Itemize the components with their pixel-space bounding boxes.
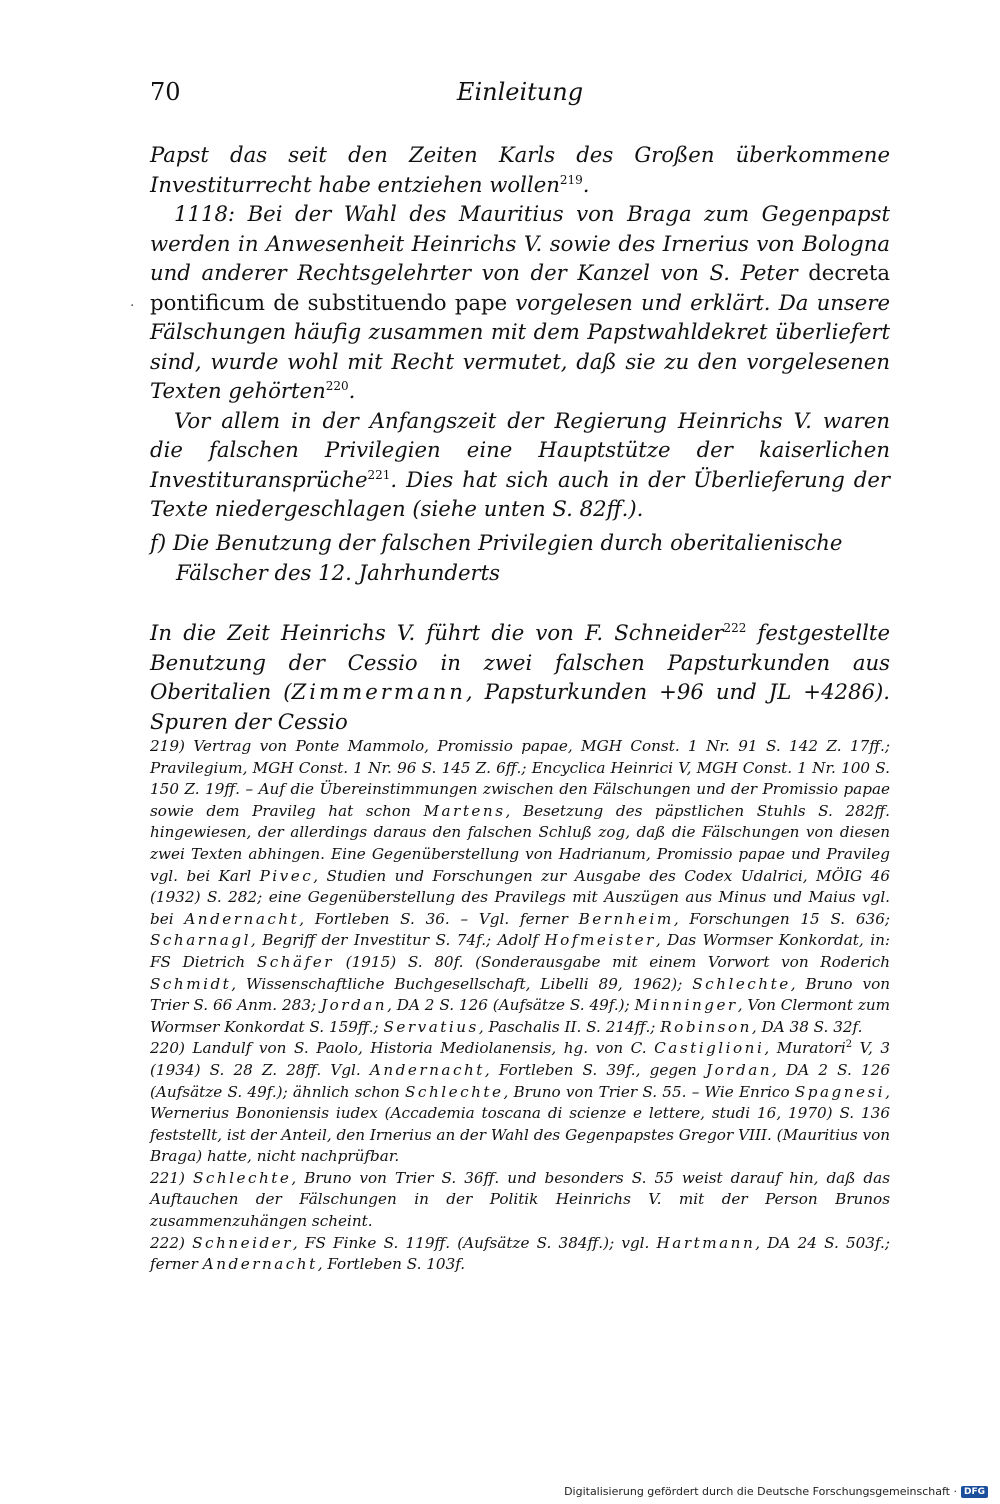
footnote-text: , Muratori — [764, 1039, 846, 1058]
footnote-text: , Besetzung des päpstlichen Stuhls S. 282ff. hingewiesen, der allerdings daraus den falschen Schluß zog, daß die Fälschungen von diesen zwei Texten abhingen. Eine Gegenüberstellung von Hadrianum, Promissio papae und Pravileg vgl. bei Karl — [150, 801, 890, 885]
credit-text: Digitalisierung gefördert durch die Deutsche Forschungsgemeinschaft · — [564, 1485, 957, 1498]
footnote-ref-222[interactable]: 222 — [723, 620, 747, 635]
paragraph-1: Papst das seit den Zeiten Karls des Großen überkommene Investiturrecht habe entziehen wollen$^{219}$. — [150, 142, 890, 197]
paragraph-2: 1118: Bei der Wahl des Mauritius von Braga zum Gegenpapst werden in Anwesenheit Heinrichs V. sowie des Irnerius von Bologna und anderer Rechtsgelehrter von der Kanzel von S. Peter decreta pontificum de substituendo pape vorgelesen und erklärt. Da unsere Fälschungen häufig zusammen mit dem Papstwahldekret überliefert sind, wurde wohl mit Recht vermutet, daß sie zu den vorgelesenen Texten gehörten$^{220}$. — [150, 201, 890, 403]
author-name: Hartmann — [656, 1233, 756, 1252]
footnote-222 — [150, 1233, 890, 1276]
footnote-text: , Wissenschaftliche Buchgesellschaft, Libelli 89, 1962); — [231, 974, 693, 993]
running-head: Einleitung — [456, 78, 584, 106]
section-body — [150, 618, 890, 736]
footnote-text: , Bruno von Trier S. 55. – Wie Enrico — [503, 1082, 795, 1101]
author-name: Andernacht — [202, 1255, 318, 1274]
footnotes — [150, 736, 890, 1276]
footnote-text: , Bruno von Trier S. 66 Anm. 283; — [150, 974, 890, 1015]
author-name: Schlechte — [405, 1082, 504, 1101]
author-name: Hofmeister — [544, 931, 656, 950]
author-name: Spagnesi — [794, 1082, 886, 1101]
author-name: Pivec — [259, 866, 314, 885]
author-name: Zimmermann — [291, 679, 466, 704]
footnote-text: 219) Vertrag von Ponte Mammolo, Promissio papae, MGH Const. 1 Nr. 91 S. 142 Z. 17ff.; Pravilegium, MGH Const. 1 Nr. 96 S. 145 Z. 6ff.; Encyclica Heinrici V, MGH Const. 1 Nr. 100 S. 150 Z. 19ff. – Auf die Übereinstimmungen zwischen den Fälschungen und der Promissio papae sowie dem Pravileg hat schon — [150, 737, 890, 820]
footnote-text: , Studien und Forschungen zur Ausgabe des Codex Udalrici, MÖIG 46 (1932) S. 282; eine Gegenüberstellung des Pravilegs mit Auszügen aus Minus und Maius vgl. bei — [150, 866, 890, 928]
footnote-text: , DA 2 S. 126 (Aufsätze S. 49f.); — [387, 996, 635, 1015]
footnote-ref-221[interactable]: 221 — [367, 467, 391, 482]
author-name: Schneider — [192, 1233, 293, 1252]
body-text — [150, 140, 890, 524]
footnote-text: , Begriff der Investitur S. 74f.; Adolf — [250, 931, 545, 950]
footnote-text: , Fortleben S. 39f., gegen — [484, 1060, 706, 1079]
margin-mark: · — [130, 298, 135, 314]
footnote-text: , Wernerius Bononiensis iudex (Accademia toscana di scienze e lettere, studi 16, 1970) S. 136 feststellt, ist der Anteil, den Irnerius an der Wahl des Gegenpapstes Gregor VIII. (Mauritius von Braga) hatte, nicht nachprüfbar. — [150, 1082, 890, 1166]
author-name: Castiglioni — [654, 1039, 765, 1058]
footnote-ref-219[interactable]: 219 — [559, 172, 583, 187]
section-heading: f) Die Benutzung der falschen Privilegien durch oberitalienische Fälscher des 12. Jahrhunderts — [150, 530, 843, 585]
footnote-219 — [150, 736, 890, 1038]
footnote-text: , Paschalis II. S. 214ff.; — [478, 1017, 661, 1036]
author-name: Jordan — [705, 1060, 773, 1079]
author-name: Jordan — [321, 996, 388, 1015]
footnote-text: , DA 38 S. 32f. — [751, 1017, 863, 1036]
dfg-logo-icon: DFG — [961, 1486, 988, 1498]
author-name: Robinson — [660, 1017, 752, 1036]
footnote-text: (1915) S. 80f. (Sonderausgabe mit einem Vorwort von Roderich — [333, 952, 890, 971]
footnote-text: , Bruno von Trier S. 36ff. und besonders S. 55 weist darauf hin, daß das Auftauchen der Fälschungen in der Politik Heinrichs V. mit der Person Brunos zusammenzuhängen scheint. — [150, 1168, 890, 1231]
author-name: Schmidt — [150, 974, 232, 993]
author-name: Martens — [423, 801, 506, 820]
latin-quote: decreta pontificum de substituendo pape — [150, 260, 890, 315]
footnote-text: 222) — [150, 1233, 193, 1252]
author-name: Andernacht — [184, 909, 300, 928]
footnote-220 — [150, 1038, 890, 1168]
paragraph-3: Vor allem in der Anfangszeit der Regierung Heinrichs V. waren die falschen Privilegien eine Hauptstütze der kaiserlichen Investituransprüche$^{221}$. Dies hat sich auch in der Überlieferung der Texte niedergeschlagen (siehe unten S. 82ff.). — [150, 407, 890, 521]
author-name: Andernacht — [369, 1060, 485, 1079]
footnote-text: 221) — [150, 1168, 193, 1187]
footnote-text: , Fortleben S. 103f. — [317, 1255, 466, 1274]
author-name: Scharnagl — [150, 931, 251, 950]
footnote-text: 2 — [845, 1039, 853, 1051]
paragraph-4: In die Zeit Heinrichs V. führt die von F. Schneider$^{222}$ festgestellte Benutzung der Cessio in zwei falschen Papsturkunden aus Oberitalien (Zimmermann, Papsturkunden +96 und JL +4286). Spuren der Cessio — [150, 620, 890, 734]
page-header — [150, 78, 890, 118]
footnote-221 — [150, 1168, 890, 1233]
footnote-text: , DA 2 S. 126 (Aufsätze S. 49f.); ähnlich schon — [150, 1060, 891, 1101]
author-name: Minninger — [634, 996, 738, 1015]
footnote-text: , FS Finke S. 119ff. (Aufsätze S. 384ff.); vgl. — [292, 1233, 657, 1252]
author-name: Servatius — [383, 1017, 479, 1036]
footnote-text: , Von Clermont zum Wormser Konkordat S. 159ff.; — [150, 996, 891, 1036]
footnote-text: 220) Landulf von S. Paolo, Historia Mediolanensis, hg. von C. — [150, 1039, 655, 1058]
author-name: Schäfer — [256, 952, 334, 971]
footnote-text: V, 3 (1934) S. 28 Z. 28ff. Vgl. — [150, 1039, 890, 1079]
author-name: Bernheim — [578, 909, 674, 928]
digitization-credit — [564, 1485, 988, 1498]
page-number: 70 — [150, 78, 181, 106]
footnote-text: , Fortleben S. 36. – Vgl. ferner — [299, 909, 579, 928]
author-name: Schlechte — [192, 1168, 292, 1187]
footnote-text: , Das Wormser Konkordat, in: FS Dietrich — [150, 931, 890, 971]
footnote-ref-220[interactable]: 220 — [325, 378, 349, 393]
author-name: Schlechte — [692, 974, 791, 993]
footnote-text: , DA 24 S. 503f.; ferner — [150, 1233, 890, 1274]
footnote-text: , Forschungen 15 S. 636; — [673, 909, 890, 928]
